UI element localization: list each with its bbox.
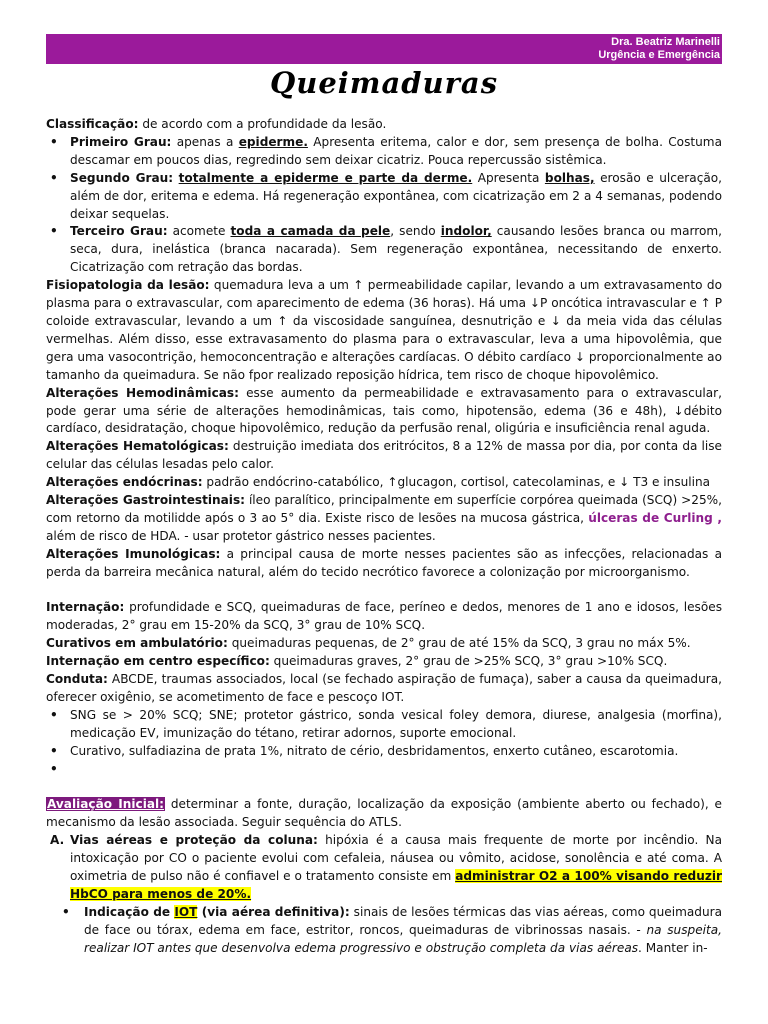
highlight-text: administrar O2 a 100% visando reduzir HbCO para menos de 20%. — [70, 869, 722, 901]
item-text: hipóxia é a causa mais frequente de morte por incêndio. Na intoxicação por CO o paciente evolui com cefaleia, náusea ou vômito, acidose, sonolência e até coma. A oximetria de pulso não é confiavel e o tratamento consiste em — [70, 833, 722, 884]
item-text: Apresenta — [472, 170, 545, 185]
curling-emphasis: úlceras de Curling , — [588, 510, 722, 525]
avaliacao-paragraph — [46, 796, 722, 832]
internacao-paragraph — [46, 599, 722, 635]
section-text: além de risco de HDA. - usar protetor gástrico nesses pacientes. — [46, 528, 436, 543]
item-text: sinais de lesões térmicas das vias aéreas, como queimadura de face ou tórax, edema em face, estritor, roncos, queimaduras de vibrinossas nasais. - — [84, 904, 722, 937]
spacer — [46, 779, 722, 797]
centro-paragraph — [46, 653, 722, 671]
gastro-paragraph — [46, 492, 722, 546]
classificacao-label: Classificação: — [46, 117, 139, 131]
list-item — [46, 707, 722, 743]
bullet-icon: • — [50, 134, 58, 149]
header-specialty: Urgência e Emergência — [598, 49, 720, 61]
header-band — [46, 34, 722, 64]
item-emphasis: bolhas, — [544, 170, 595, 185]
section-label: Alterações Imunológicas: — [46, 546, 221, 561]
item-text: apenas a — [171, 134, 239, 149]
section-text: ABCDE, traumas associados, local (se fechado aspiração de fumaça), saber a causa da queimadura, oferecer oxigênio, se acometimento de face e pescoço IOT. — [46, 672, 722, 704]
section-label: Internação: — [46, 600, 125, 615]
section-label: Alterações Gastrointestinais: — [46, 493, 245, 508]
spacer — [46, 582, 722, 600]
item-text: Apresenta eritema, calor e dor, sem presença de bolha. Costuma descamar em poucos dias, regredindo sem deixar cicatriz. Pouca repercussão sistêmica. — [70, 134, 722, 167]
item-text: Curativo, sulfadiazina de prata 1%, nitrato de cério, desbridamentos, enxerto cutâneo, escarotomia. — [70, 743, 679, 758]
classificacao-text: de acordo com a profundidade da lesão. — [138, 117, 387, 131]
conduta-paragraph — [46, 671, 722, 707]
item-label: (via aérea definitiva): — [197, 904, 350, 919]
item-emphasis: toda a camada da pele — [230, 224, 391, 239]
imunologicas-paragraph — [46, 546, 722, 582]
bullet-icon: • — [62, 904, 70, 919]
item-emphasis: indolor, — [440, 224, 492, 239]
section-text: quemadura leva a um ↑ permeabilidade capilar, levando a um extravasamento do plasma para o extravascular, com aparecimento de edema (36 horas). Há uma ↓P oncótica intravascular e ↑ P coloide extravascular, levando a um ↑ da viscosidade sanguínea, desnutrição e ↓ da meia vida das células vermelhas. Além disso, esse extravasamento do plasma para o extravascular, leva a uma hipovolêmia, que gera uma vasocontrição, hemoconcentração e alterações cardíacas. O débito cardíaco ↓ proporcionalmente ao tamanho da queimadura. Se não fpor realizado reposição hídrica, tem risco de choque hipovolêmico. — [46, 278, 723, 382]
item-label: Segundo Grau: — [70, 170, 174, 185]
section-text: destruição imediata dos eritrócitos, 8 a 12% de massa por dia, por conta da lise celular das células lesadas pelo calor. — [46, 439, 722, 472]
bullet-icon: • — [50, 170, 58, 185]
item-emphasis: totalmente a epiderme e parte da derme. — [178, 170, 473, 185]
bullet-icon: • — [50, 707, 58, 722]
item-text: . Manter in- — [638, 940, 708, 955]
hematologicas-paragraph — [46, 438, 722, 474]
section-label: Conduta: — [46, 672, 108, 687]
list-item — [46, 743, 722, 761]
list-item — [46, 223, 722, 277]
list-item-a — [46, 832, 722, 904]
section-text: profundidade e SCQ, queimaduras de face, períneo e dedos, menores de 1 ano e idosos, lesões moderadas, 2° grau em 15-20% da SCQ, 3° grau de 10% SCQ. — [46, 600, 722, 633]
section-text: esse aumento da permeabilidade e extravasamento para o extravascular, pode gerar uma série de alterações hemodinâmicas, tais como, hipotensão, edema (36 e 48h), ↓débito cardíaco, desidratação, choque hipovolêmico, redução da perfusão renal, oligúria e insuficiência renal aguda. — [46, 385, 722, 436]
list-item — [46, 134, 722, 170]
fisiopatologia-paragraph — [46, 277, 722, 384]
hemodinamicas-paragraph — [46, 385, 722, 439]
bullet-icon: • — [50, 761, 58, 776]
bullet-icon: • — [50, 743, 58, 758]
item-marker: A. — [50, 833, 65, 848]
item-label: Terceiro Grau: — [70, 224, 168, 239]
section-text: íleo paralítico, principalmente em superfície corpórea queimada (SCQ) >25%, com retorno da motilidde após o 3 ao 5° dia. Existe risco de lesões na mucosa gástrica, — [46, 493, 722, 525]
item-label: Vias aéreas e proteção da coluna: — [70, 833, 318, 848]
item-italic: na suspeita, realizar IOT antes que desenvolva edema progressivo e obstrução completa da vias aéreas — [84, 922, 722, 955]
section-text: determinar a fonte, duração, localização da exposição (ambiente aberto ou fechado), e mecanismo da lesão associada. Seguir sequência do ATLS. — [46, 797, 722, 830]
avaliacao-label: Avaliação Inicial: — [47, 797, 164, 812]
list-item-iot — [46, 904, 722, 958]
page-title: Queimaduras — [269, 66, 499, 100]
section-label: Internação em centro específico: — [46, 654, 270, 669]
section-text: queimaduras pequenas, de 2° grau de até 15% da SCQ, 3 grau no máx 5%. — [227, 636, 691, 651]
section-label: Alterações Hematológicas: — [46, 439, 229, 454]
item-emphasis: epiderme. — [238, 134, 308, 149]
list-item — [46, 170, 722, 224]
list-item — [46, 761, 722, 779]
item-label: Primeiro Grau: — [70, 134, 172, 149]
section-text: queimaduras graves, 2° grau de >25% SCQ, 3° grau >10% SCQ. — [269, 654, 668, 669]
item-text: erosão e ulceração, além de dor, eritema e edema. Há regeneração expontânea, com cicatrização em 2 a 4 semanas, podendo deixar sequelas. — [70, 170, 722, 221]
section-label: Alterações endócrinas: — [46, 475, 203, 490]
header-author: Dra. Beatriz Marinelli — [611, 36, 720, 48]
section-label: Alterações Hemodinâmicas: — [46, 385, 239, 400]
item-text — [70, 762, 74, 776]
section-label: Fisiopatologia da lesão: — [46, 278, 210, 293]
item-text: , sendo — [390, 224, 441, 239]
document-body — [46, 116, 722, 958]
item-text: acomete — [167, 224, 231, 239]
classificacao-paragraph — [46, 116, 722, 134]
bullet-icon: • — [50, 224, 58, 239]
item-label: Indicação de — [84, 904, 175, 919]
section-text: a principal causa de morte nesses pacientes são as infecções, relacionadas a perda da barreira mecânica natural, além do tecido necrótico favorece a colonização por microorganismo. — [46, 546, 723, 579]
item-text: SNG se > 20% SCQ; SNE; protetor gástrico, sonda vesical foley demora, diurese, analgesia (morfina), medicação EV, imunização do tétano, retirar adornos, suporte emocional. — [70, 707, 722, 740]
section-text: padrão endócrino-catabólico, ↑glucagon, cortisol, catecolaminas, e ↓ T3 e insulina — [202, 475, 711, 490]
curativos-paragraph — [46, 635, 722, 653]
endocrinas-paragraph — [46, 474, 722, 492]
item-text: causando lesões branca ou marrom, seca, dura, inelástica (branca nacarada). Sem regeneração expontânea, necessitando de enxerto. Cicatrização com retração das bordas. — [70, 224, 722, 275]
highlight-text: IOT — [174, 904, 198, 919]
section-label: Curativos em ambulatório: — [46, 636, 228, 651]
